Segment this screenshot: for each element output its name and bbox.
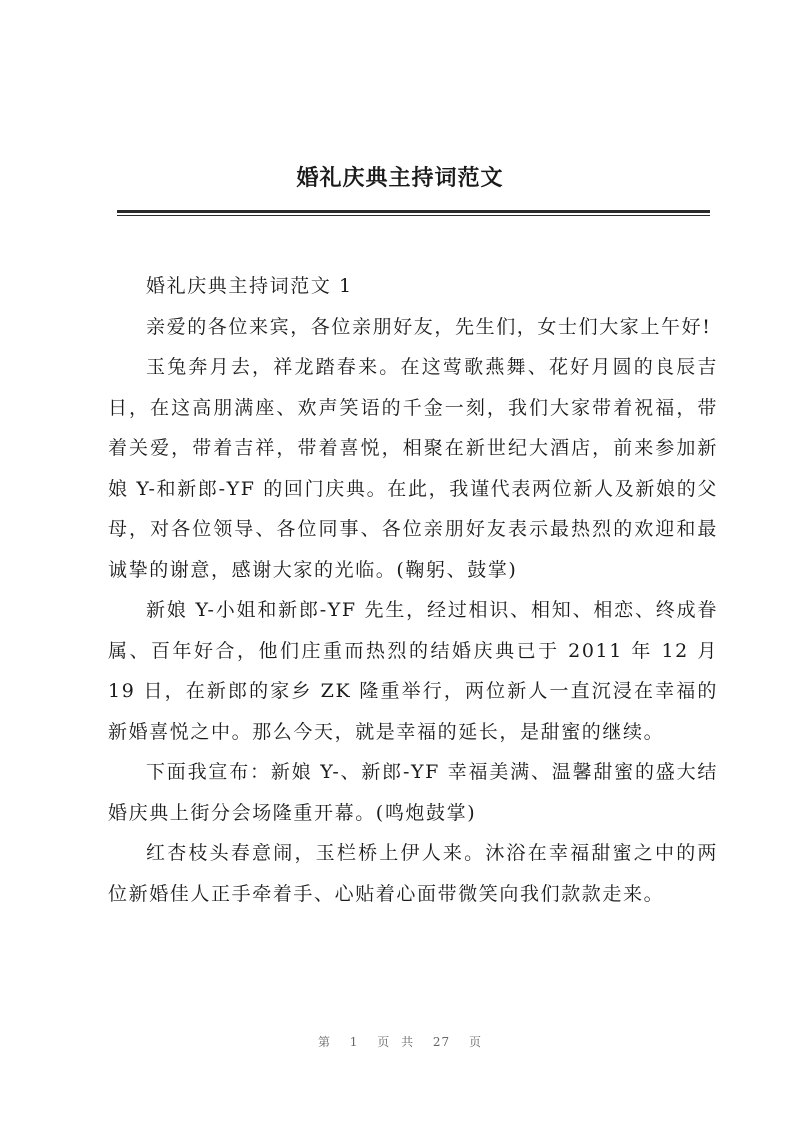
- footer-suffix: 页: [469, 1035, 483, 1049]
- title-rule-thick: [117, 210, 710, 213]
- footer-current-page: 1: [349, 1035, 359, 1049]
- footer-middle: 页 共: [377, 1035, 415, 1049]
- paragraph-couple: 新娘 Y-小姐和新郎-YF 先生，经过相识、相知、相恋、终成眷属、百年好合，他们庄重而热烈的结婚庆典已于 2011 年 12 月 19 日，在新郎的家乡 ZK 隆重举行，两位新人一直沉浸在幸福的新婚喜悦之中。那么今天，就是幸福的延长，是甜蜜的继续。: [108, 599, 718, 743]
- page-footer: [0, 1033, 800, 1050]
- document-title: 婚礼庆典主持词范文: [296, 165, 504, 191]
- footer-prefix: 第: [317, 1035, 331, 1049]
- title-rule-thin: [117, 215, 710, 216]
- section-heading: 婚礼庆典主持词范文 1: [146, 275, 353, 297]
- paragraph-welcome: 玉兔奔月去，祥龙踏春来。在这莺歌燕舞、花好月圆的良辰吉日，在这高朋满座、欢声笑语的千金一刻，我们大家带着祝福，带着关爱，带着吉祥，带着喜悦，相聚在新世纪大酒店，前来参加新娘 Y-和新郎-YF 的回门庆典。在此，我谨代表两位新人及新娘的父母，对各位领导、各位同事、各位亲朋好友表示最热烈的欢迎和最诚挚的谢意，感谢大家的光临。(鞠躬、鼓掌): [108, 356, 718, 581]
- paragraph-announcement: 下面我宣布：新娘 Y-、新郎-YF 幸福美满、温馨甜蜜的盛大结婚庆典上街分会场隆重开幕。(鸣炮鼓掌): [108, 761, 718, 824]
- paragraph-entrance: 红杏枝头春意闹，玉栏桥上伊人来。沐浴在幸福甜蜜之中的两位新婚佳人正手牵着手、心贴着心面带微笑向我们款款走来。: [108, 842, 718, 905]
- footer-total-pages: 27: [432, 1035, 451, 1049]
- document-body: [108, 266, 718, 914]
- paragraph-greeting: 亲爱的各位来宾，各位亲朋好友，先生们，女士们大家上午好!: [146, 315, 712, 338]
